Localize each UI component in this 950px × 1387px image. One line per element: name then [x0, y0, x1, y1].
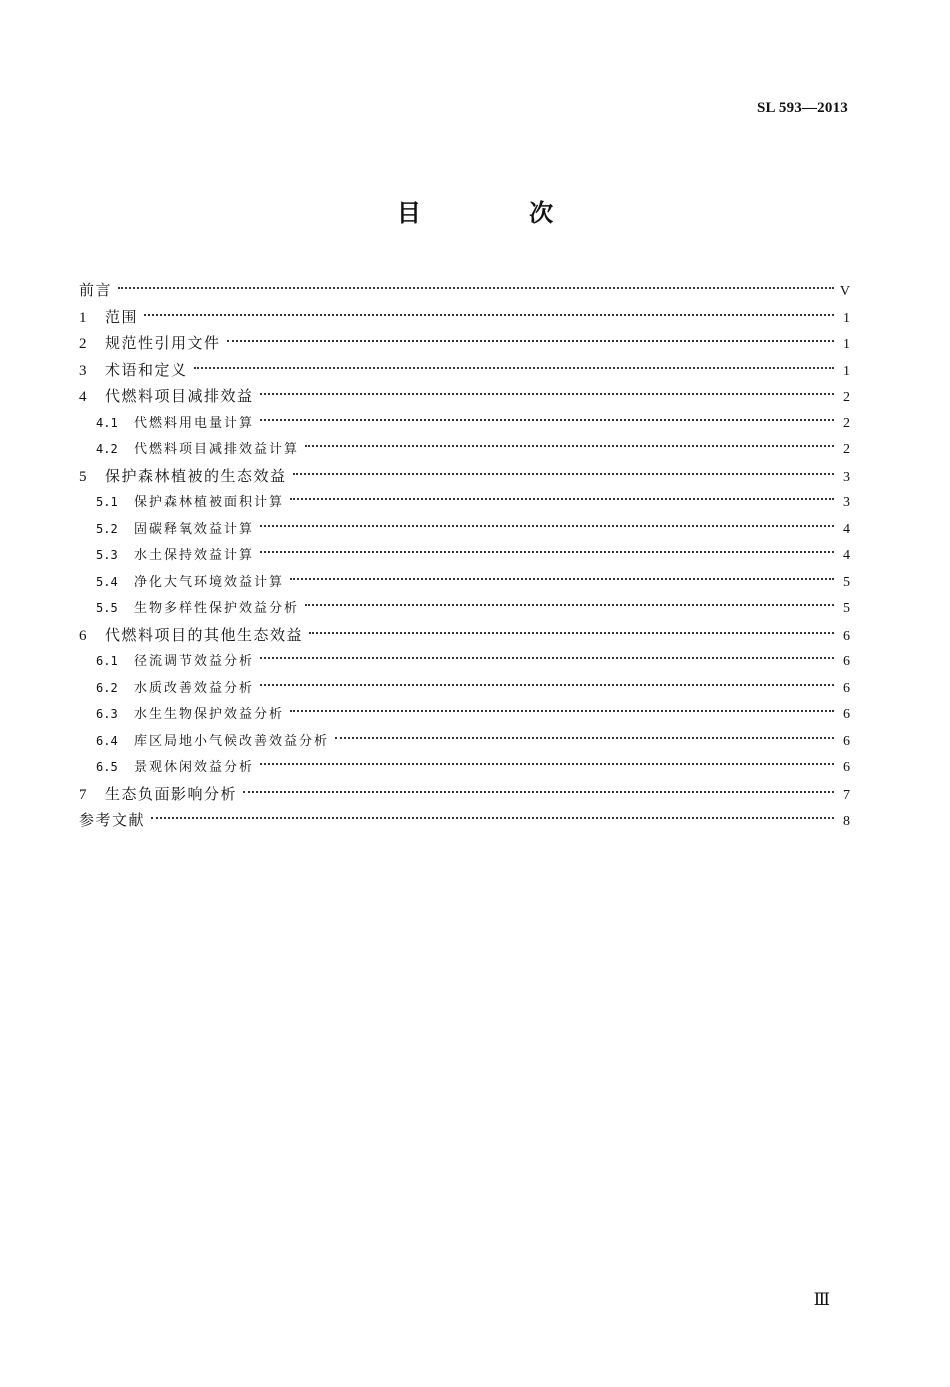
- toc-entry-number: 5: [79, 468, 87, 485]
- toc-entry-number: 5.3: [96, 548, 118, 562]
- toc-dot-leader: [305, 604, 834, 606]
- toc-entry[interactable]: [79, 648, 850, 675]
- toc-entry-page: 6: [843, 628, 850, 644]
- toc-entry-page: 5: [843, 601, 850, 616]
- toc-entry[interactable]: [79, 357, 850, 384]
- page-title: 目 次: [396, 199, 604, 227]
- toc-entry-number: 3: [79, 362, 87, 379]
- toc-entry[interactable]: [79, 304, 850, 331]
- toc-entry-page: 5: [843, 574, 850, 590]
- toc-entry[interactable]: [79, 542, 850, 569]
- toc-dot-leader: [293, 473, 834, 475]
- toc-entry[interactable]: [79, 781, 850, 808]
- toc-dot-leader: [118, 287, 834, 289]
- toc-entry-label: 前言: [79, 281, 113, 299]
- toc-entry-label: 代燃料项目减排效益计算: [134, 442, 300, 457]
- toc-entry-page: V: [839, 284, 850, 299]
- toc-entry-page: 2: [843, 442, 850, 457]
- toc-entry-label: 代燃料项目减排效益: [105, 387, 254, 405]
- toc-entry-label: 保护森林植被面积计算: [134, 495, 285, 510]
- toc-dot-leader: [260, 525, 834, 527]
- toc-entry-page: 1: [843, 310, 850, 326]
- toc-entry-number: 5.2: [96, 521, 118, 536]
- toc-entry[interactable]: [79, 383, 850, 410]
- toc-entry-label: 参考文献: [79, 811, 146, 829]
- toc-entry[interactable]: [79, 754, 850, 781]
- toc-entry-label: 范围: [105, 307, 139, 326]
- toc-dot-leader: [194, 367, 834, 369]
- toc-entry-number: 6.5: [96, 760, 118, 774]
- table-of-contents: [79, 277, 850, 834]
- toc-entry-label: 保护森林植被的生态效益: [105, 466, 287, 485]
- toc-entry-label: 代燃料用电量计算: [134, 415, 255, 431]
- toc-entry[interactable]: [79, 436, 850, 463]
- toc-entry-page: 4: [843, 521, 850, 537]
- toc-entry-number: 5.1: [96, 495, 118, 509]
- toc-entry-page: 6: [843, 707, 850, 722]
- toc-entry-label: 径流调节效益分析: [134, 654, 255, 669]
- toc-entry-number: 5.4: [96, 574, 118, 589]
- toc-entry-label: 术语和定义: [105, 360, 188, 379]
- toc-entry[interactable]: [79, 516, 850, 543]
- toc-entry-number: 6.2: [96, 680, 118, 695]
- toc-entry-label: 生物多样性保护效益分析: [134, 601, 300, 616]
- toc-entry-number: 7: [79, 786, 87, 803]
- toc-entry-page: 3: [843, 495, 850, 510]
- toc-entry[interactable]: [79, 489, 850, 516]
- toc-dot-leader: [260, 657, 834, 659]
- toc-dot-leader: [260, 551, 834, 553]
- toc-entry-label: 净化大气环境效益计算: [134, 574, 285, 590]
- toc-entry[interactable]: [79, 701, 850, 728]
- toc-entry-number: 4.2: [96, 442, 118, 456]
- page-number: Ⅲ: [813, 1290, 830, 1309]
- toc-entry-page: 1: [843, 363, 850, 379]
- toc-entry[interactable]: [79, 569, 850, 596]
- toc-dot-leader: [309, 632, 834, 634]
- toc-entry-number: 5.5: [96, 601, 118, 615]
- toc-dot-leader: [290, 710, 834, 712]
- toc-entry-page: 2: [843, 390, 850, 405]
- toc-entry-page: 1: [843, 337, 850, 352]
- toc-entry-label: 生态负面影响分析: [105, 784, 238, 803]
- toc-entry-label: 固碳释氧效益计算: [134, 521, 255, 537]
- toc-dot-leader: [144, 314, 834, 316]
- toc-entry-number: 6.4: [96, 733, 118, 748]
- toc-entry-label: 规范性引用文件: [105, 334, 221, 352]
- toc-entry-page: 3: [843, 469, 850, 485]
- toc-dot-leader: [260, 393, 834, 395]
- toc-entry[interactable]: [79, 277, 850, 304]
- toc-entry-number: 4.1: [96, 415, 118, 430]
- toc-entry[interactable]: [79, 728, 850, 755]
- toc-entry-page: 6: [843, 654, 850, 669]
- toc-dot-leader: [290, 498, 834, 500]
- toc-entry-number: 6.1: [96, 654, 118, 668]
- toc-entry-label: 水质改善效益分析: [134, 680, 255, 696]
- toc-entry-label: 水土保持效益计算: [134, 548, 255, 563]
- toc-entry[interactable]: [79, 595, 850, 622]
- toc-entry-page: 2: [843, 415, 850, 431]
- standard-code: SL 593—2013: [757, 100, 848, 116]
- toc-entry-page: 6: [843, 760, 850, 775]
- toc-dot-leader: [290, 578, 834, 580]
- toc-entry-page: 4: [843, 548, 850, 563]
- toc-dot-leader: [260, 684, 834, 686]
- toc-entry-label: 水生生物保护效益分析: [134, 707, 285, 722]
- toc-dot-leader: [260, 419, 834, 421]
- toc-dot-leader: [243, 791, 834, 793]
- toc-entry[interactable]: [79, 463, 850, 490]
- toc-entry[interactable]: [79, 410, 850, 437]
- toc-dot-leader: [260, 763, 834, 765]
- toc-entry-number: 2: [79, 336, 87, 352]
- toc-entry[interactable]: [79, 622, 850, 649]
- toc-entry-number: 1: [79, 309, 87, 326]
- toc-entry-page: 6: [843, 733, 850, 749]
- toc-entry-number: 6.3: [96, 707, 118, 721]
- toc-entry-label: 库区局地小气候改善效益分析: [134, 733, 330, 749]
- toc-entry-number: 6: [79, 627, 87, 644]
- toc-entry-label: 代燃料项目的其他生态效益: [105, 625, 304, 644]
- toc-dot-leader: [335, 737, 834, 739]
- toc-entry-number: 4: [79, 389, 87, 405]
- toc-entry[interactable]: [79, 330, 850, 357]
- toc-entry[interactable]: [79, 807, 850, 834]
- toc-dot-leader: [305, 445, 834, 447]
- toc-dot-leader: [227, 340, 834, 342]
- toc-entry-label: 景观休闲效益分析: [134, 760, 255, 775]
- toc-entry-page: 6: [843, 680, 850, 696]
- toc-entry[interactable]: [79, 675, 850, 702]
- toc-dot-leader: [151, 817, 834, 819]
- toc-entry-page: 8: [843, 814, 850, 829]
- toc-entry-page: 7: [843, 787, 850, 803]
